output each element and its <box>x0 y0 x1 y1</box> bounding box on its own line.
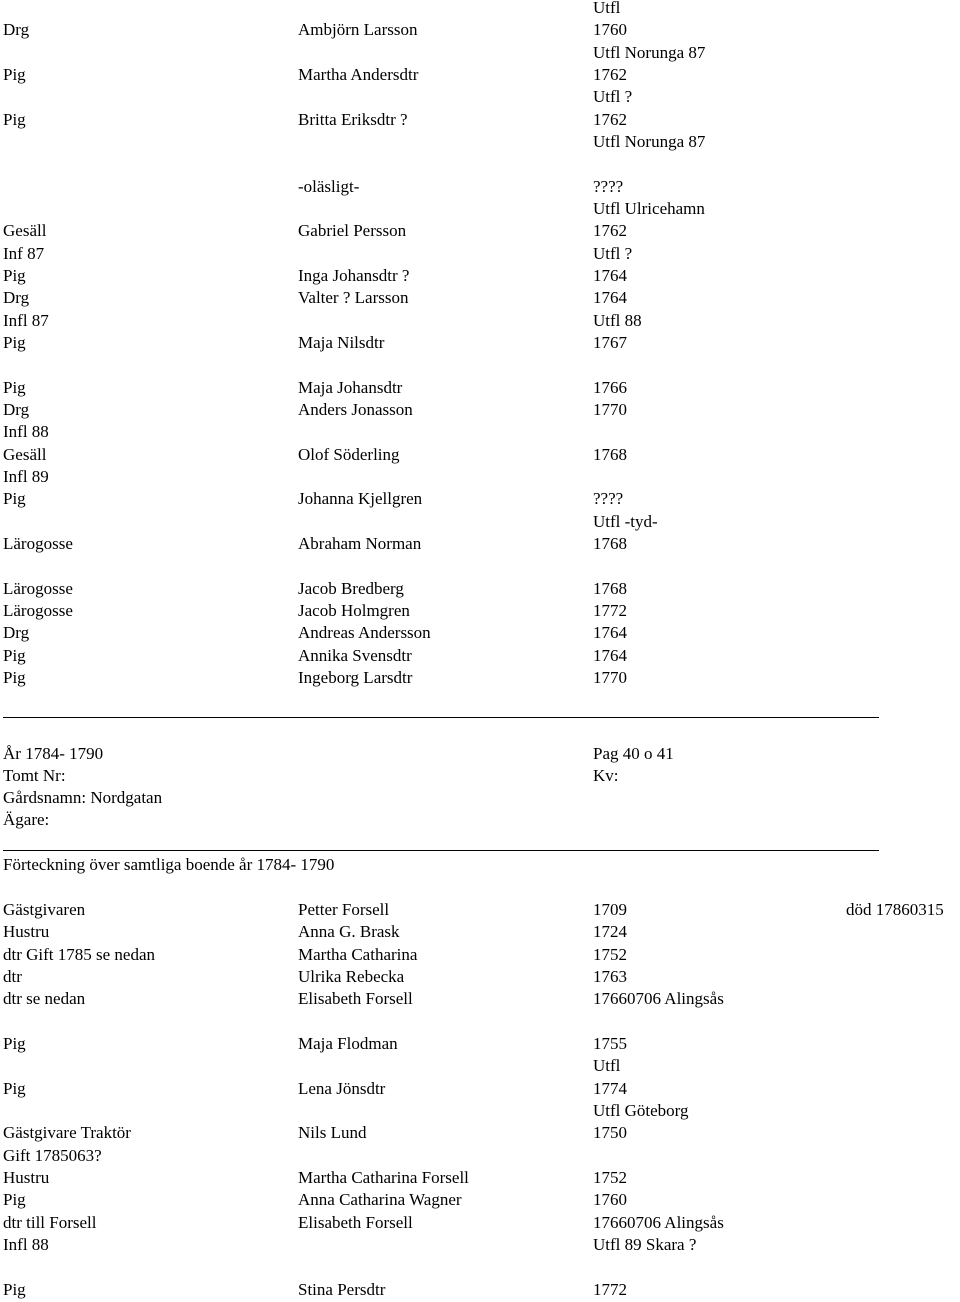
row-cell-c3: 1763 <box>593 966 627 986</box>
row-cell-c2: Anna Catharina Wagner <box>298 1190 462 1210</box>
register-row <box>3 645 960 667</box>
register-row <box>3 622 960 644</box>
row-cell-c3: Utfl -tyd- <box>593 511 658 531</box>
row-cell-c3: 1764 <box>593 288 627 308</box>
register-row <box>3 488 960 510</box>
row-cell-c1: Inf 87 <box>3 243 45 263</box>
page-reference: Pag 40 o 41 <box>593 744 674 763</box>
register-row <box>3 64 960 86</box>
row-cell-c3: 1764 <box>593 645 627 665</box>
row-cell-c2: Britta Eriksdtr ? <box>298 109 408 129</box>
row-cell-c1: dtr se nedan <box>3 989 86 1009</box>
agare-label: Ägare: <box>3 810 50 829</box>
register-row <box>3 131 960 153</box>
section-divider-bottom <box>3 850 879 851</box>
register-row <box>3 1122 960 1144</box>
row-cell-c3: 1724 <box>593 922 627 942</box>
row-cell-c2: Elisabeth Forsell <box>298 989 413 1009</box>
row-cell-c3: Utfl Göteborg <box>593 1100 689 1120</box>
row-cell-c1: dtr Gift 1785 se nedan <box>3 944 156 964</box>
register-row <box>3 198 960 220</box>
row-cell-c3: Utfl <box>593 0 621 17</box>
row-cell-c1: Drg <box>3 288 30 308</box>
forteckning-heading: Förteckning över samtliga boende år 1784- 1790 <box>3 855 335 874</box>
register-row <box>3 377 960 399</box>
register-row <box>3 421 960 443</box>
header-line-gardsnamn <box>3 787 960 809</box>
header-line-tomt <box>3 765 960 787</box>
row-cell-c3: Utfl Norunga 87 <box>593 131 706 151</box>
row-cell-c3: 17660706 Alingsås <box>593 989 724 1009</box>
row-cell-c3: 1760 <box>593 20 627 40</box>
row-cell-c3: 1764 <box>593 265 627 285</box>
row-cell-c1: Drg <box>3 20 30 40</box>
row-cell-c3: 1762 <box>593 109 627 129</box>
row-cell-c1: Drg <box>3 399 30 419</box>
register-row <box>3 332 960 354</box>
row-cell-c2: Ambjörn Larsson <box>298 20 418 40</box>
row-cell-c2: Maja Nilsdtr <box>298 332 385 352</box>
row-cell-c3: 1767 <box>593 332 627 352</box>
row-cell-c1: Pig <box>3 1279 26 1299</box>
row-cell-c3: 1760 <box>593 1190 627 1210</box>
row-cell-c2: Martha Catharina <box>298 944 418 964</box>
row-cell-c1: Lärogosse <box>3 533 73 553</box>
row-cell-c1: Gift 1785063? <box>3 1145 102 1165</box>
row-cell-c1: dtr <box>3 966 22 986</box>
register-row <box>3 966 960 988</box>
year-range: År 1784- 1790 <box>3 744 104 763</box>
register-row <box>3 86 960 108</box>
row-cell-c1: Hustru <box>3 922 50 942</box>
row-cell-c2: Inga Johansdtr ? <box>298 265 410 285</box>
register-row <box>3 899 960 921</box>
row-cell-c2: Ulrika Rebecka <box>298 966 405 986</box>
register-row <box>3 109 960 131</box>
register-row <box>3 1145 960 1167</box>
register-row <box>3 1055 960 1077</box>
row-cell-c1: Gästgivare Traktör <box>3 1123 131 1143</box>
register-row <box>3 265 960 287</box>
row-cell-c3: Utfl 88 <box>593 310 642 330</box>
row-cell-c1: Infl 89 <box>3 466 49 486</box>
register-row <box>3 944 960 966</box>
row-cell-c2: Elisabeth Forsell <box>298 1212 413 1232</box>
row-cell-c1: Pig <box>3 265 26 285</box>
row-cell-c3: 1762 <box>593 64 627 84</box>
row-cell-c2: Petter Forsell <box>298 900 390 919</box>
row-cell-c2: Anna G. Brask <box>298 922 400 942</box>
register-row <box>3 176 960 198</box>
register-row <box>3 19 960 41</box>
row-cell-c1: Pig <box>3 332 26 352</box>
register-row <box>3 1100 960 1122</box>
row-cell-c3: 1768 <box>593 578 627 598</box>
register-row <box>3 444 960 466</box>
register-row <box>3 0 960 19</box>
register-row <box>3 511 960 533</box>
row-cell-c2: Martha Catharina Forsell <box>298 1167 469 1187</box>
header-line-forteckning <box>3 854 960 876</box>
row-cell-c1: Pig <box>3 489 26 509</box>
row-cell-c2: Maja Johansdtr <box>298 377 403 397</box>
row-cell-c3: 1752 <box>593 1167 627 1187</box>
row-cell-c2: Valter ? Larsson <box>298 288 409 308</box>
kv-label: Kv: <box>593 766 619 785</box>
row-cell-c2: Lena Jönsdtr <box>298 1078 386 1098</box>
row-cell-c3: Utfl 89 Skara ? <box>593 1234 697 1254</box>
register-row <box>3 1189 960 1211</box>
row-cell-c1: dtr till Forsell <box>3 1212 97 1232</box>
row-cell-c3: ???? <box>593 176 624 196</box>
row-cell-c3: 17660706 Alingsås <box>593 1212 724 1232</box>
row-cell-c1: Infl 88 <box>3 422 49 442</box>
row-cell-c1: Infl 88 <box>3 1234 49 1254</box>
register-row <box>3 287 960 309</box>
row-cell-c3: Utfl Ulricehamn <box>593 198 705 218</box>
register-row <box>3 667 960 689</box>
row-cell-c2: Anders Jonasson <box>298 399 413 419</box>
row-cell-c3: 1766 <box>593 377 627 397</box>
row-cell-c2: Annika Svensdtr <box>298 645 412 665</box>
row-cell-c3: Utfl Norunga 87 <box>593 42 706 62</box>
row-cell-c3: 1770 <box>593 667 627 687</box>
row-cell-c2: Maja Flodman <box>298 1033 398 1053</box>
register-row <box>3 243 960 265</box>
row-cell-c1: Infl 87 <box>3 310 49 330</box>
row-cell-c2: Nils Lund <box>298 1123 367 1143</box>
row-cell-c3: ???? <box>593 489 624 509</box>
row-cell-c2: Ingeborg Larsdtr <box>298 667 413 687</box>
row-cell-c1: Gästgivaren <box>3 900 86 919</box>
row-cell-c1: Drg <box>3 623 30 643</box>
register-row <box>3 1234 960 1256</box>
row-cell-c1: Pig <box>3 1033 26 1053</box>
row-cell-c2: Jacob Bredberg <box>298 578 404 598</box>
row-cell-c1: Pig <box>3 109 26 129</box>
row-cell-c3: 1770 <box>593 399 627 419</box>
register-row <box>3 42 960 64</box>
row-cell-c3: 1755 <box>593 1033 627 1053</box>
tomt-label: Tomt Nr: <box>3 766 66 785</box>
row-cell-c3: 1772 <box>593 1279 627 1299</box>
row-cell-c2: Gabriel Persson <box>298 221 407 241</box>
row-cell-c3: 1752 <box>593 944 627 964</box>
register-row <box>3 466 960 488</box>
row-cell-c3: 1764 <box>593 623 627 643</box>
row-cell-c3: 1772 <box>593 600 627 620</box>
row-cell-c3: Utfl <box>593 1056 621 1076</box>
row-cell-c2: Johanna Kjellgren <box>298 489 423 509</box>
register-row <box>3 921 960 943</box>
row-cell-c2: Jacob Holmgren <box>298 600 410 620</box>
register-row <box>3 310 960 332</box>
row-cell-c3: 1762 <box>593 221 627 241</box>
row-cell-c1: Pig <box>3 64 26 84</box>
gardsnamn-label: Gårdsnamn: Nordgatan <box>3 788 163 807</box>
row-cell-c1: Gesäll <box>3 444 47 464</box>
register-row <box>3 533 960 555</box>
row-cell-c3: 1750 <box>593 1123 627 1143</box>
row-cell-c2: Martha Andersdtr <box>298 64 419 84</box>
row-cell-c1: Lärogosse <box>3 578 73 598</box>
row-cell-c3: 1774 <box>593 1078 627 1098</box>
row-cell-c2: Olof Söderling <box>298 444 400 464</box>
register-row <box>3 399 960 421</box>
row-cell-c1: Hustru <box>3 1167 50 1187</box>
row-cell-c2: -oläsligt- <box>298 176 360 196</box>
register-row <box>3 1033 960 1055</box>
row-cell-c2: Andreas Andersson <box>298 623 431 643</box>
row-cell-c1: Lärogosse <box>3 600 73 620</box>
row-cell-c1: Pig <box>3 377 26 397</box>
register-row <box>3 988 960 1010</box>
row-cell-c2: Abraham Norman <box>298 533 422 553</box>
row-cell-c3: 1768 <box>593 533 627 553</box>
row-cell-c3: 1768 <box>593 444 627 464</box>
header-line-year <box>3 743 960 765</box>
row-cell-c1: Pig <box>3 667 26 687</box>
register-row <box>3 1078 960 1100</box>
row-cell-c1: Pig <box>3 1190 26 1210</box>
row-cell-c4: död 17860315 <box>846 900 944 919</box>
row-cell-c3: 1709 <box>593 900 627 919</box>
row-cell-c1: Gesäll <box>3 221 47 241</box>
row-cell-c1: Pig <box>3 645 26 665</box>
register-row <box>3 220 960 242</box>
register-row <box>3 1279 960 1301</box>
row-cell-c3: Utfl ? <box>593 243 633 263</box>
register-row <box>3 578 960 600</box>
register-row <box>3 1212 960 1234</box>
header-line-agare <box>3 809 960 831</box>
row-cell-c2: Stina Persdtr <box>298 1279 386 1299</box>
section-divider-top <box>3 717 879 718</box>
register-row <box>3 1167 960 1189</box>
row-cell-c1: Pig <box>3 1078 26 1098</box>
row-cell-c3: Utfl ? <box>593 87 633 107</box>
register-row <box>3 600 960 622</box>
